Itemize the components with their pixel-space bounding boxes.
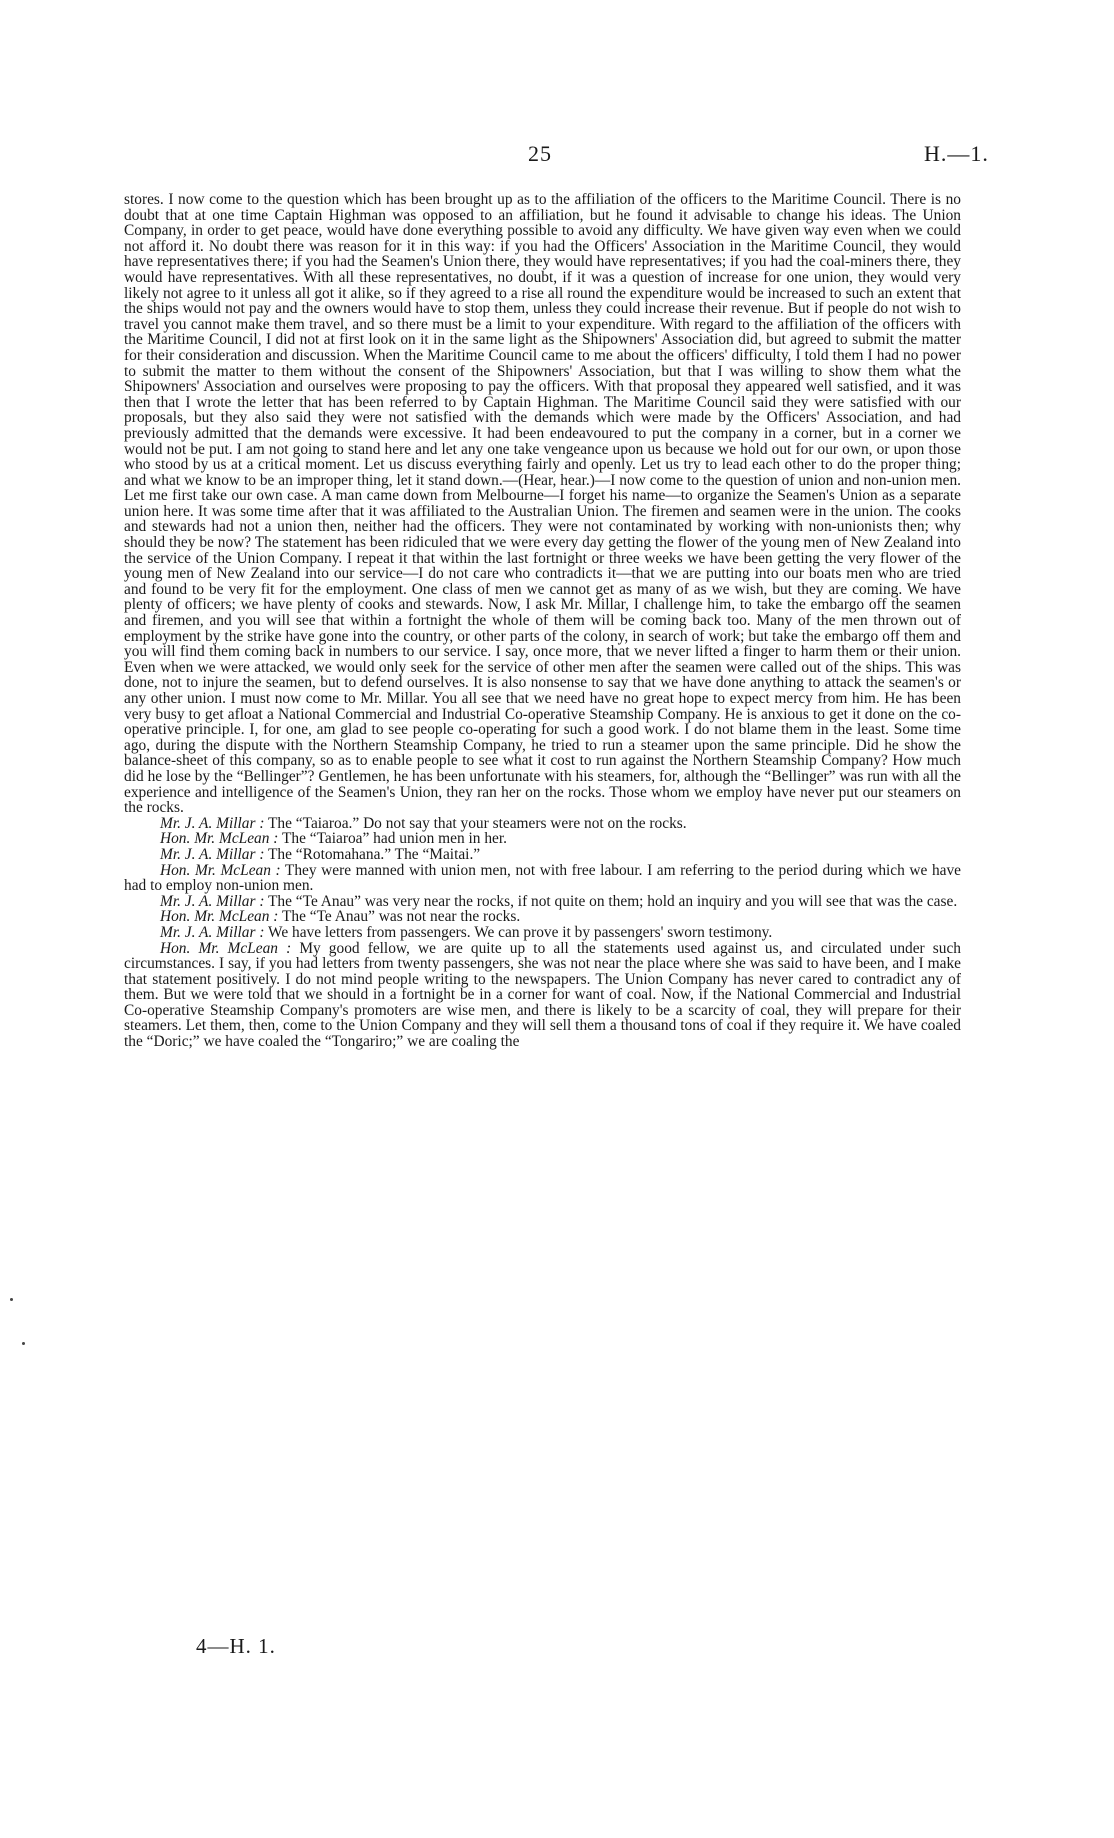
body-text — [124, 192, 961, 1050]
speech-text: We have letters from passengers. We can prove it by passengers' sworn testimony. — [264, 923, 773, 941]
speaker-name: Hon. Mr. McLean : — [160, 861, 281, 879]
speech-text: The “Te Anau” was very near the rocks, if not quite on them; hold an inquiry and you will see that was the case. — [264, 892, 958, 910]
exchange-paragraph — [124, 925, 961, 941]
speech-text: The “Te Anau” was not near the rocks. — [278, 908, 521, 926]
exchange-paragraph — [124, 941, 961, 1050]
document-reference: H.—1. — [924, 141, 989, 166]
margin-speck — [10, 1298, 13, 1301]
exchange-paragraph — [124, 816, 961, 832]
speaker-name: Mr. J. A. Millar : — [160, 814, 265, 832]
speaker-name: Mr. J. A. Millar : — [160, 892, 265, 910]
exchange-paragraph — [124, 863, 961, 894]
speech-text: They were manned with union men, not with free labour. I am referring to the period during which we have had to employ non-union men. — [124, 861, 961, 895]
main-paragraph: stores. I now come to the question which has been brought up as to the affiliation of the officers to the Maritime Council. There is no doubt that at one time Captain Highman was opposed to an affiliation, but he found it advisable to change his ideas. The Union Company, in order to get peace, would have done everything possible to avoid any difficulty. We have given way even when we could not afford it. No doubt there was reason for it in this way: if you had the Officers' Association in the Maritime Council, they would have representatives there; if you had the Seamen's Union there, they would have representatives; if you had the coal-miners there, they would have representatives. With all these representatives, no doubt, if it was a question of increase for one union, they would very likely not agree to it unless all got it alike, so if they agreed to a rise all round the expenditure would be increased to such an extent that the ships would not pay and the owners would have to stop them, unless they could increase their revenue. But if people do not wish to travel you cannot make them travel, and so there must be a limit to your expenditure. With regard to the affiliation of the officers with the Maritime Council, I did not at first look on it in the same light as the Shipowners' Association did, but agreed to submit the matter for their consideration and discussion. When the Maritime Council came to me about the officers' difficulty, I told them I had no power to submit the matter to them without the consent of the Shipowners' Association, but that I was willing to show them what the Shipowners' Association and ourselves were proposing to pay the officers. With that proposal they appeared well satisfied, and it was then that I wrote the letter that has been referred to by Captain Highman. The Maritime Council said they were satisfied with our proposals, but they also said they were not satisfied with the demands which were made by the Officers' Association, and had previously admitted that the demands were excessive. It had been endeavoured to put the company in a corner, but in a corner we would not be put. I am not going to stand here and let any one take vengeance upon us because we hold out for our own, or upon those who stood by us at a critical moment. Let us discuss everything fairly and openly. Let us try to lead each other to do the proper thing; and what we know to be an improper thing, let it stand down.—(Hear, hear.)—I now come to the question of union and non-union men. Let me first take our own case. A man came down from Melbourne—I forget his name—to organize the Seamen's Union as a separate union here. It was some time after that it was affiliated to the Australian Union. The firemen and seamen were in the union. The cooks and stewards had not a union then, neither had the officers. They were not contaminated by working with non-unionists then; why should they be now? The statement has been ridiculed that we were every day getting the flower of the young men of New Zealand into the service of the Union Company. I repeat it that within the last fortnight or three weeks we have been getting the very flower of the young men of New Zealand into our service—I do not care who contradicts it—that we are putting into our boats men who are tried and found to be very fit for the employment. One class of men we cannot get as many of as we wish, but they are coming. We have plenty of officers; we have plenty of cooks and stewards. Now, I ask Mr. Millar, I challenge him, to take the embargo off the seamen and firemen, and you will see that within a fortnight the whole of them will be coming back too. Many of the men thrown out of employment by the strike have gone into the country, or other parts of the colony, in search of work; but take the embargo off them and you will find them coming back in numbers to our service. I say, once more, that we never lifted a finger to harm them or their union. Even when we were attacked, we would only seek for the service of other men after the seamen were called out of the ships. This was done, not to injure the seamen, but to defend ourselves. It is also nonsense to say that we have done anything to attack the seamen's or any other union. I must now come to Mr. Millar. You all see that we need have no great hope to expect mercy from him. He has been very busy to get afloat a National Commercial and Industrial Co-operative Steamship Company. He is anxious to get it done on the co-operative principle. I, for one, am glad to see people co-operating for such a good work. I do not blame them in the least. Some time ago, during the dispute with the Northern Steamship Company, he tried to run a steamer upon the same principle. Did he show the balance-sheet of this company, so as to enable people to see what it cost to run against the Northern Steamship Company? How much did he lose by the “Bellinger”? Gentlemen, he has been unfortunate with his steamers, for, although the “Bellinger” was run with all the experience and intelligence of the Seamen's Union, they ran her on the rocks. Those whom we employ have never put our steamers on the rocks. — [124, 191, 961, 817]
speaker-name: Mr. J. A. Millar : — [160, 845, 265, 863]
page-number: 25 — [528, 141, 552, 166]
speaker-name: Mr. J. A. Millar : — [160, 923, 265, 941]
signature-reference: 4—H. 1. — [196, 1634, 276, 1658]
margin-speck — [22, 1342, 25, 1345]
speech-text: The “Taiaroa” had union men in her. — [278, 830, 507, 848]
speech-text: My good fellow, we are quite up to all the statements used against us, and circulated under such circumstances. I say, if you had letters from twenty passengers, she was not near the place where she was said to have been, and I make that statement positively. I do not mind people writing to the newspapers. The Union Company has never cared to contradict any of them. But we were told that we should in a fortnight be in a corner for want of coal. Now, if the National Commercial and Industrial Co-operative Steamship Company's promoters are wise men, and there is likely to be a scarcity of coal, they will prepare for their steamers. Let them, then, come to the Union Company and they will sell them a thousand tons of coal if they require it. We have coaled the “Doric;” we have coaled the “Tongariro;” we are coaling the — [124, 939, 962, 1051]
speech-text: The “Rotomahana.” The “Maitai.” — [264, 845, 481, 863]
exchange-paragraph — [124, 909, 961, 925]
exchange-paragraph — [124, 894, 961, 910]
speaker-name: Hon. Mr. McLean : — [160, 830, 279, 848]
speaker-name: Hon. Mr. McLean : — [160, 939, 292, 957]
exchange-paragraph — [124, 847, 961, 863]
speech-text: The “Taiaroa.” Do not say that your steamers were not on the rocks. — [264, 814, 687, 832]
speaker-name: Hon. Mr. McLean : — [160, 908, 279, 926]
exchange-paragraph — [124, 831, 961, 847]
